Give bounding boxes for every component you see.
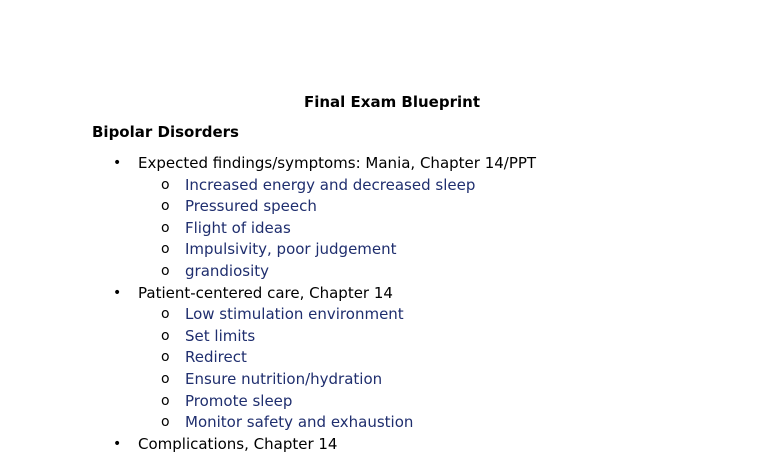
sub-list-item-text: Promote sleep	[185, 391, 293, 410]
sub-list-item	[0, 261, 784, 283]
sub-bullet-icon: o	[161, 262, 170, 279]
sub-list-item-text: Increased energy and decreased sleep	[185, 175, 476, 194]
sub-list-item	[0, 369, 784, 391]
list-item-text: Expected findings/symptoms: Mania, Chapter 14/PPT	[138, 154, 537, 172]
sub-bullet-icon: o	[161, 392, 170, 409]
sub-list-item-text: Low stimulation environment	[185, 305, 404, 324]
sub-bullet-icon: o	[161, 306, 170, 323]
list-item-text: Complications, Chapter 14	[138, 434, 338, 453]
outline-list	[0, 153, 784, 455]
sub-bullet-icon: o	[161, 349, 170, 366]
sub-list-item-text: Set limits	[185, 326, 256, 345]
sub-list-item-text: Pressured speech	[185, 197, 317, 216]
sub-list-item	[0, 239, 784, 261]
list-item-text: Patient-centered care, Chapter 14	[138, 283, 393, 302]
sub-list-item-text: Impulsivity, poor judgement	[185, 240, 397, 259]
sub-list-item-text: Monitor safety and exhaustion	[185, 413, 414, 432]
list-item	[0, 153, 784, 175]
sub-list-item	[0, 412, 784, 434]
document-title: Final Exam Blueprint	[303, 93, 480, 111]
sub-list-item	[0, 391, 784, 413]
sub-bullet-icon: o	[161, 176, 170, 193]
sub-list-item	[0, 304, 784, 326]
bullet-icon: •	[113, 435, 122, 452]
sub-bullet-icon: o	[161, 370, 170, 387]
sub-list-item	[0, 218, 784, 240]
sub-list-item-text: Ensure nutrition/hydration	[185, 369, 383, 388]
bullet-icon: •	[113, 155, 122, 171]
sub-bullet-icon: o	[161, 219, 170, 236]
sub-bullet-icon: o	[161, 241, 170, 258]
sub-list-item-text: grandiosity	[185, 261, 269, 280]
sub-list-item-text: Redirect	[185, 348, 247, 367]
section-heading: Bipolar Disorders	[92, 123, 239, 141]
sub-bullet-icon: o	[161, 198, 170, 215]
sub-list-item-text: Flight of ideas	[185, 218, 291, 237]
sub-list-item	[0, 347, 784, 369]
sub-bullet-icon: o	[161, 414, 170, 431]
list-item	[0, 434, 784, 455]
sub-list-item	[0, 196, 784, 218]
list-item	[0, 283, 784, 305]
sub-bullet-icon: o	[161, 327, 170, 344]
sub-list-item	[0, 175, 784, 197]
bullet-icon: •	[113, 284, 122, 301]
sub-list-item	[0, 326, 784, 348]
